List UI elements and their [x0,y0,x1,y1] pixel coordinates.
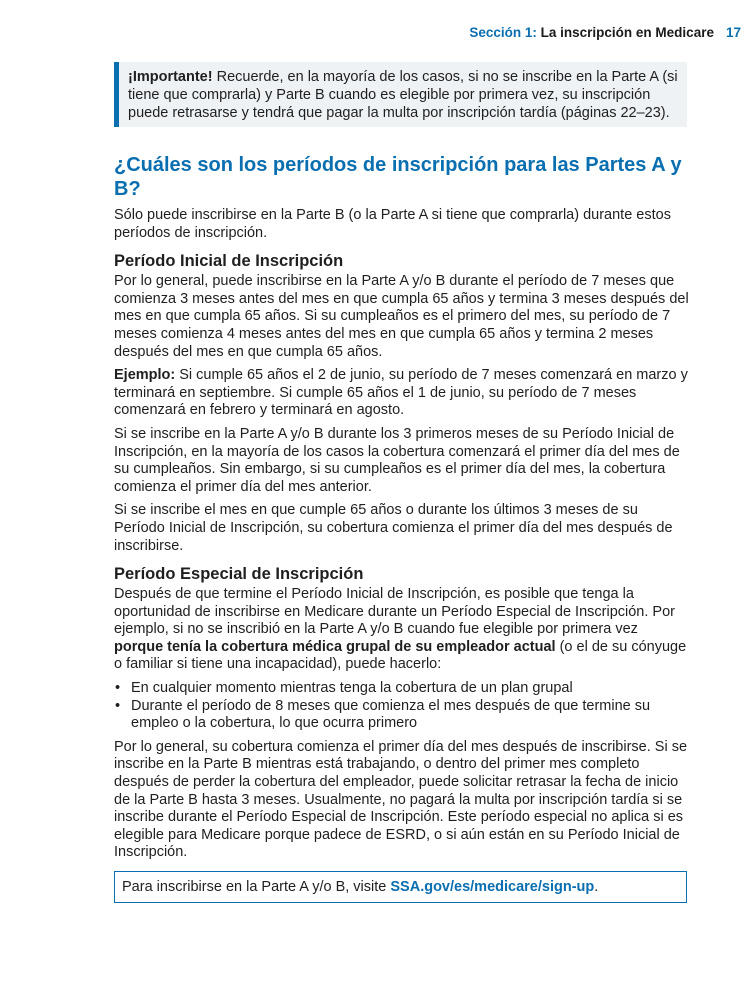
page-header [469,25,741,40]
example-text: Si cumple 65 años el 2 de junio, su período de 7 meses comenzará en marzo y terminará en septiembre. Si cumple 65 años el 1 de junio, su período de 7 meses comenzará en febrero y terminará en agosto. [114,367,688,419]
notice-end: . [594,879,599,895]
sep-p1-end: (o el de su cónyuge o familiar si tiene una incapacidad), puede hacerlo: [114,638,687,673]
signup-link[interactable]: SSA.gov/es/medicare/sign-up [390,879,595,895]
iep-paragraph-1: Por lo general, puede inscribirse en la Parte A y/o B durante el período de 7 meses que comienza 3 meses antes del mes en que cumpla 65 años y termina 3 meses después del mes en que cumpla 65 años. Si su cumpleaños es el primero del mes, su período de 7 meses comienza 4 meses antes del mes en que cumpla 65 años y termina 2 meses después del mes en que cumpla 65 años. [114,273,689,360]
notice-text: Para inscribirse en la Parte A y/o B, visite [122,879,391,895]
list-item: • En cualquier momento mientras tenga la cobertura de un plan grupal [114,680,689,698]
sep-p1-start: Después de que termine el Período Inicial de Inscripción, es posible que tenga la oportunidad de inscribirse en Medicare durante un Período Especial de Inscripción. Por ejemplo, si no se inscribió en la Parte A y/o B cuando fue elegible por primera vez [114,586,675,638]
important-text: Recuerde, en la mayoría de los casos, si no se inscribe en la Parte A (si tiene que comprarla) y Parte B cuando es elegible por primera vez, su inscripción puede retrasarse y tendrá que pagar la multa por inscripción tardía (páginas 22–23). [128,69,678,121]
iep-heading: Período Inicial de Inscripción [114,252,344,271]
intro-paragraph: Sólo puede inscribirse en la Parte B (o la Parte A si tiene que comprarla) durante estos períodos de inscripción. [114,207,671,241]
section-title: La inscripción en Medicare [536,25,714,40]
important-callout [114,62,687,127]
sep-heading: Período Especial de Inscripción [114,565,364,584]
important-lead: ¡Importante! [128,69,213,85]
section-label: Sección 1: [469,25,537,40]
sep-paragraph-1 [114,586,689,674]
sep-p1-bold: porque tenía la cobertura médica grupal de su empleador actual [114,638,556,655]
sep-bullet-list [114,680,689,733]
list-item: • Durante el período de 8 meses que comienza el mes después de que termine su empleo o la cobertura, lo que ocurra primero [114,698,689,733]
sep-paragraph-2: Por lo general, su cobertura comienza el primer día del mes después de inscribirse. Si se inscribe en la Parte B mientras está trabajando, o dentro del primer mes completo después de perder la cobertura del empleador, puede solicitar retrasar la fecha de inicio de la Parte B hasta 3 meses. Usualmente, no pagará la multa por inscripción tardía si se inscribe durante el Período Especial de Inscripción. Este período especial no aplica si es elegible para Medicare porque padece de ESRD, o si aún están en su Período Inicial de Inscripción. [114,738,688,861]
iep-paragraph-4: Si se inscribe el mes en que cumple 65 años o durante los últimos 3 meses de su Período Inicial de Inscripción, su cobertura comienza el primer día del mes después de inscribirse. [114,502,673,554]
iep-example [114,367,689,420]
page-content [114,62,689,903]
page-title: ¿Cuáles son los períodos de inscripción para las Partes A y B? [114,154,682,200]
page-number: 17 [725,25,741,40]
iep-paragraph-3: Si se inscribe en la Parte A y/o B durante los 3 primeros meses de su Período Inicial de Inscripción, en la mayoría de los casos la cobertura comenzará el primer día del mes de su cumpleaños. Sin embargo, si su cumpleaños es el primer día del mes, la cobertura comienza el primer día del mes anterior. [114,425,680,495]
signup-notice-box [114,871,687,903]
example-label: Ejemplo: [114,367,176,384]
